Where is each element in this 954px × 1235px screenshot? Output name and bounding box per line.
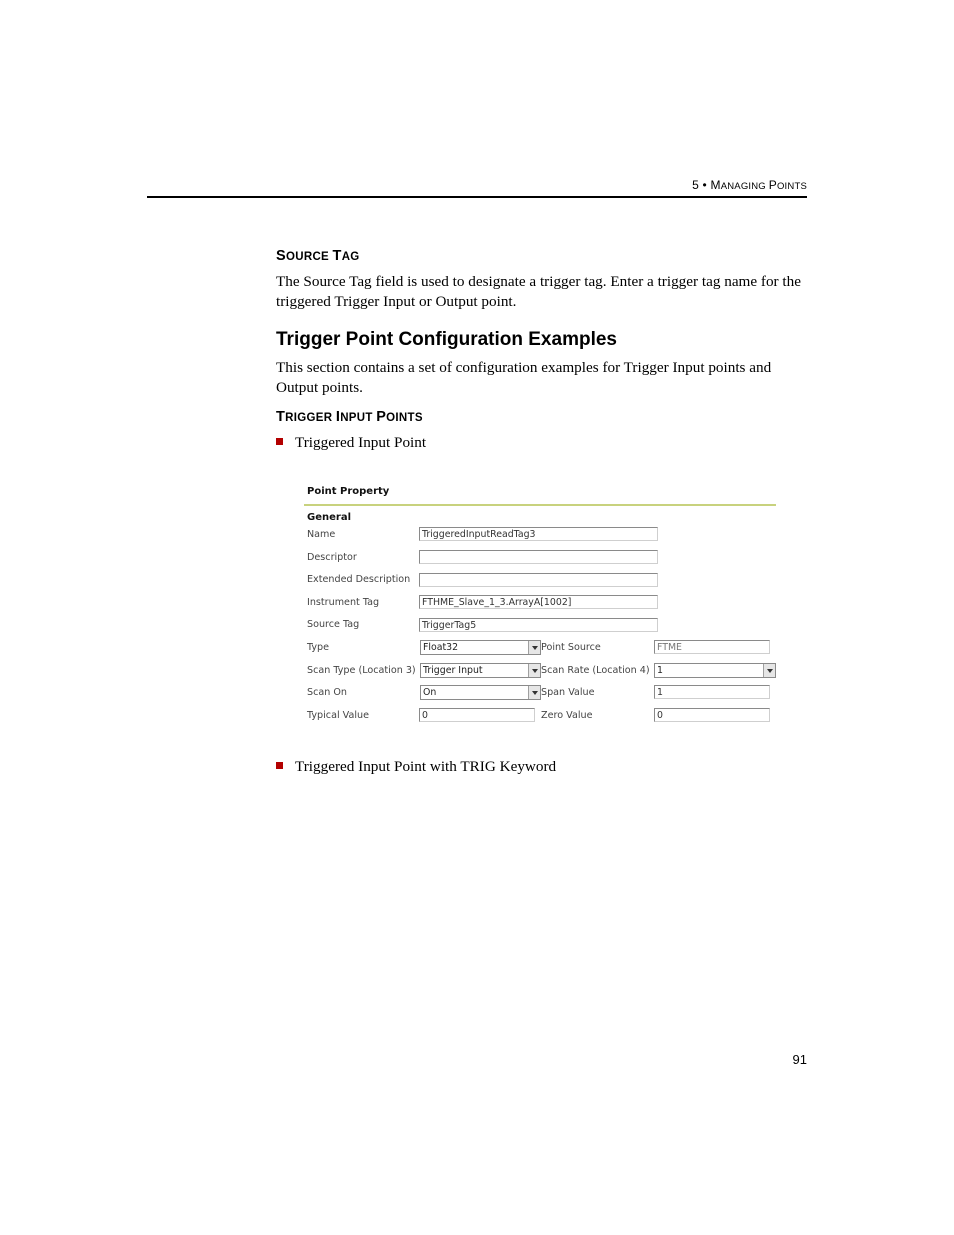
source-tag-input[interactable]: TriggerTag5: [419, 618, 658, 632]
bullet-item: [276, 758, 556, 776]
header-chapter-part: ANAGING: [720, 181, 769, 192]
bullet-square-icon: [276, 762, 283, 769]
chevron-down-icon: [528, 641, 540, 654]
source-tag-label: Source Tag: [307, 619, 360, 630]
source-tag-paragraph: The Source Tag field is used to designate a trigger tag. Enter a trigger tag name for the triggered Trigger Input or Output point.: [276, 273, 801, 310]
point-property-screenshot: [300, 477, 782, 735]
extended-description-label: Extended Description: [307, 574, 411, 585]
header-chapter-part: OINTS: [776, 181, 807, 192]
instrument-tag-label: Instrument Tag: [307, 597, 380, 608]
span-value-label: Span Value: [541, 687, 595, 698]
source-tag-heading: SOURCE TAG: [276, 248, 360, 264]
page-number: 91: [792, 1052, 807, 1067]
bullet-square-icon: [276, 438, 283, 445]
bullet-text: Triggered Input Point: [295, 434, 427, 451]
type-select-value: Float32: [423, 642, 459, 653]
trigger-input-points-heading: TRIGGER INPUT POINTS: [276, 409, 423, 425]
header-chapter-part: P: [768, 178, 777, 192]
point-source-label: Point Source: [541, 642, 601, 653]
scan-rate-select-value: 1: [657, 665, 663, 676]
descriptor-input[interactable]: [419, 550, 658, 564]
bullet-item: [276, 434, 426, 452]
chevron-down-icon: [763, 664, 775, 677]
header-chapter-prefix: 5 • M: [692, 178, 721, 192]
instrument-tag-input[interactable]: FTHME_Slave_1_3.ArrayA[1002]: [419, 595, 658, 609]
extended-description-input[interactable]: [419, 573, 658, 587]
scan-rate-select[interactable]: [654, 663, 776, 678]
type-label: Type: [307, 642, 330, 653]
typical-value-input[interactable]: 0: [419, 708, 535, 722]
bullet-text: Triggered Input Point with TRIG Keyword: [295, 758, 557, 775]
name-label: Name: [307, 529, 336, 540]
examples-paragraph: This section contains a set of configuration examples for Trigger Input points and Output points.: [276, 359, 772, 396]
scan-on-select-value: On: [423, 687, 437, 698]
name-input[interactable]: TriggeredInputReadTag3: [419, 527, 658, 541]
point-source-input[interactable]: FTME: [654, 640, 770, 654]
running-header: [600, 178, 807, 192]
type-select[interactable]: [420, 640, 541, 655]
general-section-label: General: [307, 512, 351, 523]
scan-on-select[interactable]: [420, 685, 541, 700]
typical-value-label: Typical Value: [307, 710, 370, 721]
title-underline: [304, 504, 776, 506]
scan-on-label: Scan On: [307, 687, 348, 698]
scan-type-label: Scan Type (Location 3): [307, 665, 416, 676]
span-value-input[interactable]: 1: [654, 685, 770, 699]
point-property-title: Point Property: [307, 486, 390, 497]
header-rule: [147, 196, 807, 198]
scan-rate-label: Scan Rate (Location 4): [541, 665, 650, 676]
zero-value-input[interactable]: 0: [654, 708, 770, 722]
scan-type-select[interactable]: [420, 663, 541, 678]
scan-type-select-value: Trigger Input: [423, 665, 483, 676]
chevron-down-icon: [528, 686, 540, 699]
examples-heading: Trigger Point Configuration Examples: [276, 329, 617, 350]
descriptor-label: Descriptor: [307, 552, 357, 563]
chevron-down-icon: [528, 664, 540, 677]
zero-value-label: Zero Value: [541, 710, 593, 721]
